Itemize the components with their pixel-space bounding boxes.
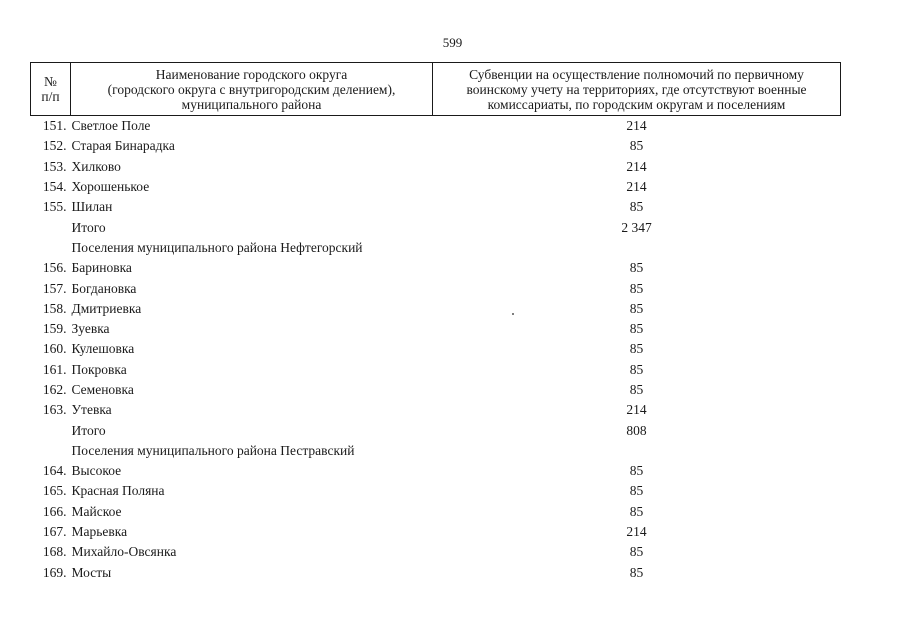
row-value: 214 [626, 118, 647, 134]
table-row [31, 542, 841, 562]
table-row [31, 278, 841, 298]
table-row [31, 299, 841, 319]
row-number: 157. [42, 280, 67, 296]
subtotal-row [31, 217, 841, 237]
row-name: Поселения муниципального района Нефтегорский [71, 239, 363, 255]
table-row [31, 136, 841, 156]
row-number: 154. [42, 179, 67, 195]
row-value: 85 [629, 321, 644, 337]
table-row [31, 400, 841, 420]
row-value: 85 [629, 199, 644, 215]
table-row [31, 339, 841, 359]
row-number: 166. [42, 503, 67, 519]
table-row [31, 461, 841, 481]
table-row [31, 563, 841, 583]
row-name: Майское [71, 503, 122, 519]
section-heading-row [31, 441, 841, 461]
table-row [31, 360, 841, 380]
row-name: Шилан [71, 199, 113, 215]
row-number: 152. [42, 138, 67, 154]
row-number: 156. [42, 260, 67, 276]
row-name: Итого [71, 219, 106, 235]
row-value: 85 [629, 483, 644, 499]
table-row [31, 177, 841, 197]
table-row [31, 380, 841, 400]
row-name: Поселения муниципального района Пестравский [71, 442, 355, 458]
table-row [31, 502, 841, 522]
table-row [31, 319, 841, 339]
row-number [31, 217, 71, 237]
table-row [31, 258, 841, 278]
row-name: Светлое Поле [71, 118, 151, 134]
row-number: 155. [42, 199, 67, 215]
row-name: Дмитриевка [71, 300, 142, 316]
row-value [433, 441, 841, 461]
row-number: 161. [42, 361, 67, 377]
subtotal-row [31, 420, 841, 440]
row-name: Высокое [71, 463, 122, 479]
row-name: Бариновка [71, 260, 132, 276]
row-value: 85 [629, 341, 644, 357]
row-name: Старая Бинарадка [71, 138, 175, 154]
row-number: 160. [42, 341, 67, 357]
row-name: Красная Поляна [71, 483, 165, 499]
row-number: 169. [42, 564, 67, 580]
row-name: Марьевка [71, 524, 128, 540]
row-number: 162. [42, 382, 67, 397]
table-header [31, 63, 841, 116]
table-body [31, 116, 841, 583]
row-value: 85 [629, 503, 644, 519]
header-number: № п/п [31, 63, 71, 116]
subvention-table [30, 62, 841, 583]
row-number [31, 238, 71, 258]
row-value: 214 [626, 524, 647, 540]
row-name: Зуевка [71, 321, 110, 337]
row-value: 214 [626, 158, 647, 174]
row-number: 151. [42, 118, 67, 134]
row-value: 85 [629, 300, 644, 316]
row-value: 85 [629, 260, 644, 276]
table-row [31, 481, 841, 501]
row-number: 163. [42, 402, 67, 418]
row-number: 167. [42, 524, 67, 540]
row-number [31, 441, 71, 461]
row-number: 165. [42, 483, 67, 499]
row-value: 85 [629, 138, 644, 154]
row-value: 214 [626, 402, 647, 418]
row-number: 153. [42, 158, 67, 174]
row-name: Михайло-Овсянка [71, 544, 177, 560]
row-name: Хилково [71, 158, 121, 174]
row-name: Хорошенькое [71, 179, 150, 195]
table-row [31, 157, 841, 177]
header-municipality: Наименование городского округа (городского округа с внутригородским делением), муниципального района [71, 63, 433, 116]
row-value: 85 [629, 544, 644, 560]
table-row [31, 116, 841, 137]
row-number: 159. [42, 321, 67, 337]
row-value: 85 [629, 564, 644, 580]
row-value: 85 [629, 463, 644, 479]
row-value: 85 [629, 280, 644, 296]
row-name: Мосты [71, 564, 112, 580]
header-subvention: Субвенции на осуществление полномочий по первичному воинскому учету на территориях, где отсутствуют военные комиссариаты, по городским округам и поселениям [433, 63, 841, 116]
page-number: 599 [442, 35, 463, 50]
row-number: 168. [42, 544, 67, 560]
section-heading-row [31, 238, 841, 258]
row-value: 2 347 [621, 219, 652, 235]
table-row [31, 522, 841, 542]
row-number: 164. [42, 463, 67, 479]
row-value: 85 [629, 382, 644, 397]
table-row [31, 197, 841, 217]
row-name: Покровка [71, 361, 127, 377]
scan-speck [512, 313, 514, 315]
row-name: Итого [71, 422, 106, 438]
row-value: 808 [626, 422, 647, 438]
row-name: Кулешовка [71, 341, 135, 357]
row-name: Утевка [71, 402, 112, 418]
row-name: Богдановка [71, 280, 137, 296]
row-value [433, 238, 841, 258]
row-number [31, 420, 71, 440]
row-name: Семеновка [71, 382, 134, 397]
row-value: 214 [626, 179, 647, 195]
row-number: 158. [42, 300, 67, 316]
row-value: 85 [629, 361, 644, 377]
